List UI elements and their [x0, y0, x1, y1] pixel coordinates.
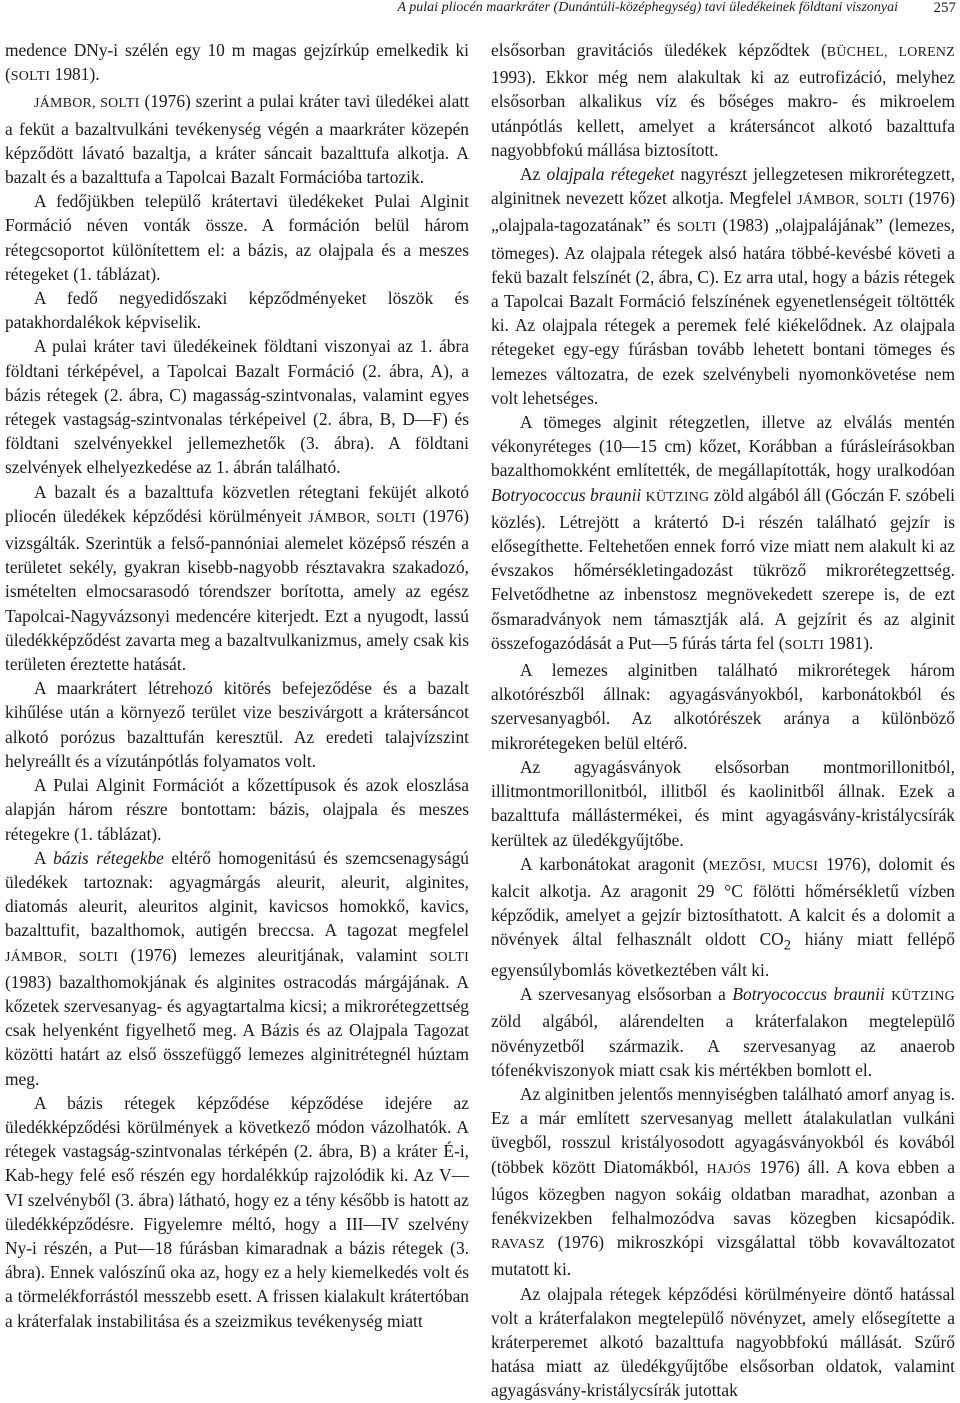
paragraph: [5, 1091, 469, 1333]
author-name: KÜTZING: [645, 489, 710, 505]
paragraph: [5, 286, 469, 334]
paragraph: [491, 1282, 955, 1403]
author-name: JÁMBOR, SOLTI: [5, 949, 119, 965]
paragraph: [5, 676, 469, 773]
paragraph: [5, 189, 469, 286]
text-run: A: [34, 847, 54, 868]
text-run: (1976) vizsgálták. Szerintük a felső-pannóniai alemelet középső részén a területet sekély, gyakran kisebb-nagyobb résztavakra szakadozó, ismételten elmocsarasodó tórendszer borította, amely az egész Tapolcai-Nagyvázsonyi medencére kiterjedt. Ezt a nyugodt, lassú üledékképződést zavarta meg a bazaltvulkanizmus, amely csak kis területen éreztette hatását.: [5, 505, 469, 675]
paragraph: [491, 410, 955, 658]
paragraph: [5, 480, 469, 677]
text-run: zöld algából áll (Góczán F. szóbeli közlés). Létrejött a krátertó D-i részén található gejzír is elősegíthette. Feltehetően ennek forró vize miatt nem alakult ki az évszakos hőmérsékletingadozást tükröző mikrorétegzettség. Felvetődhetne az inbenstosz megnövekedett szerepe is, de ezt ősmaradványok nem támasztják alá. A gejzírit és az alginit összefogazódását a Put—5 fúrás tárta fel (: [491, 484, 955, 653]
text-run: hiány miatt fellépő egyensúlybomlás következtében vált ki.: [491, 929, 955, 980]
italic-term: Botryococcus braunii: [491, 484, 642, 505]
text-run: 1981).: [50, 64, 100, 85]
text-run: (1983) „olajpalájának” (lemezes, tömeges). Az olajpala rétegek alsó határa többé-kevésbé követi a fekü bazalt felszínét (2, ábra, C). Ez arra utal, hogy a bázis rétegek a Tapolcai Bazalt Formáció felszínének egyenetlenségeit töltötték ki. Az olajpala rétegek a peremek felé kiékelődnek. Az olajpala rétegeket egy-egy fúrásban tovább lehetett bontani tömeges és lemezes változatra, de ezek szelvénybeli nyomonkövetése nem volt lehetséges.: [491, 215, 955, 408]
text-run: nagyrészt jellegzetesen mikrorétegzett, alginitnek nevezett kőzet alkotja. Megfelel: [491, 164, 955, 209]
author-name: HAJÓS: [706, 1161, 752, 1177]
text-run: (1976) „olajpala-tagozatának” és: [491, 188, 955, 236]
paragraph: [5, 89, 469, 189]
paragraph: [5, 334, 469, 479]
text-run: eltérő homogenitású és szemcsenagyságú üledékek tartoznak: agyagmárgás aleurit, aleurit, alginites, diatomás aleurit, aleuritos alginit, kavicsos homokkő, kavics, bazalttufit, bazalthomok, autigén breccsa. A tagozat megfelel: [5, 847, 469, 941]
text-run: A Pulai Alginit Formációt a kőzettípusok és azok eloszlása alapján három részre bontottam: bázis, olajpala és meszes rétegekre (1. táblázat).: [5, 775, 469, 844]
text-run: A lemezes alginitben található mikrorétegek három alkotórészből állnak: agyagásványokból, karbonátokból és szervesanyagból. Az alkotórészek aránya a különböző mikrorétegeken belül eltérő.: [491, 660, 955, 753]
author-name: SOLTI: [10, 69, 51, 85]
right-text-column: [491, 38, 955, 1403]
text-run: 1976) áll. A kova ebben a lúgos közegben nagyon sokáig oldatban maradhat, azonban a fenékvizekben felhalmozódva savas közegben kicsapódik.: [491, 1156, 955, 1229]
left-text-column: [5, 38, 469, 1333]
text-run: 1993). Ekkor még nem alakultak ki az eutrofizáció, melyhez elsősorban alkalikus víz és bőséges makro- és mikroelem utánpótlás kellett, amelyet a krátersáncot alkotó bazalttufa nagyobbfokú mállása biztosított.: [491, 67, 955, 160]
italic-term: Botryococcus braunii: [732, 984, 885, 1005]
text-run: A bázis rétegek képződése képződése idejére az üledékképződési körülmények a következő módon vázolhatók. A rétegek vastagság-szintvonalas térképén (2. ábra, B) a kráter É-i, Kab-hegy felé eső részén egy hordalékkúp rajzolódik ki. Az V—VI szelvényből (3. ábra) látható, hogy ez a tény később is hatott az üledékképződésre. Figyelemre méltó, hogy a III—IV szelvény Ny-i részén, a Put—18 fúrásban kimaradnak a bázis rétegek (3. ábra). Ennek valószínű oka az, hogy ez a hely kiemelkedés volt és a törmelékforrástól messzebb esett. A frissen kialakult krátertóban a kráterfalak instabilitása és a szeizmikus tevékenység miatt: [5, 1092, 469, 1331]
author-name: KÜTZING: [891, 989, 955, 1005]
running-title: A pulai pliocén maarkráter (Dunántúli-középhegység) tavi üledékeinek földtani viszonyai: [397, 0, 898, 15]
paragraph: [5, 846, 469, 1091]
running-header: [0, 0, 960, 30]
text-run: elsősorban gravitációs üledékek képződtek (: [491, 40, 827, 60]
text-run: 1976), dolomit és kalcit alkotja. Az aragonit 29 °C fölötti hőmérsékletű vízben képződik, amelyet a gejzír biztosíthatott. A kalcit és a dolomit a növények által felhasznált oldott CO: [491, 853, 955, 950]
author-name: SOLTI: [784, 637, 825, 653]
text-run: Az alginitben jelentős mennyiségben található amorf anyag is. Ez a már említett szervesanyag mellett átalakulatlan vulkáni üvegből, rosszul kristályosodott agyagásványokból és kovából (többek között Diatomákból,: [491, 1084, 955, 1177]
paragraph: [491, 162, 955, 410]
text-run: Az: [520, 164, 547, 185]
text-run: A bazalt és a bazalttufa közvetlen rétegtani feküjét alkotó pliocén üledékek képződési körülményeit: [5, 481, 469, 526]
paragraph: [491, 852, 955, 982]
text-run: Az olajpala rétegek képződési körülményeire döntő hatással volt a kráterfalakon megtelepülő növényzet, amely elősegítette a kráterperemet alkotó bazalttufa nagyobbfokú mállását. Szűrő hatása miatt az üledékgyűjtőbe elsősorban oldatok, valamint agyagásvány-kristálycsírák jutottak: [491, 1283, 955, 1401]
author-name: BÜCHEL, LORENZ: [826, 45, 956, 60]
author-name: JÁMBOR, SOLTI: [308, 510, 416, 526]
text-run: A szervesanyag elsősorban a: [520, 984, 733, 1005]
paragraph: [491, 38, 955, 162]
author-name: JÁMBOR, SOLTI: [797, 193, 904, 209]
text-run: medence DNy-i szélén egy 10 m magas gejzírkúp emelkedik ki (: [5, 40, 469, 85]
paragraph: [5, 773, 469, 846]
text-run: A pulai kráter tavi üledékeinek földtani viszonyai az 1. ábra földtani térképével, a Tapolcai Bazalt Formáció (2. ábra, A), a bázis rétegek (2. ábra, C) magasság-szintvonalas, valamint egyes rétegek vastagság-szintvonalas térképeivel (2. ábra, B, D—F) és földtani szelvényekkel jellemezhetők (3. ábra). A földtani szelvények elhelyezkedése az 1. ábrán található.: [5, 336, 469, 478]
text-run: A fedő negyedidőszaki képződményeket löszök és patakhordalékok képviselik.: [5, 288, 469, 333]
paragraph: [491, 1082, 955, 1282]
subscript: 2: [783, 937, 791, 954]
paragraph: [5, 38, 469, 89]
author-name: SOLTI: [429, 949, 469, 965]
text-run: (1976) lemezes aleuritjának, valamint: [118, 944, 430, 965]
text-run: (1983) bazalthomokjának és alginites ostracodás márgájának. A kőzetek szervesanyag- és agyagtartalma kicsi; a mikrorétegzettség csak helyenként figyelhető meg. A Bázis és az Olajpala Tagozat közötti határt az első összefüggő lemezes alginitrétegnél húztam meg.: [5, 971, 469, 1089]
text-run: 1981).: [824, 632, 874, 653]
text-run: zöld algából, alárendelten a kráterfalakon megtelepülő növényzetből származik. A szervesanyag az anaerob tófenékviszonyok miatt csak kis mértékben bomlott el.: [491, 1011, 955, 1080]
paragraph: [491, 755, 955, 852]
text-run: A maarkrátert létrehozó kitörés befejeződése és a bazalt kihűlése után a környező terület vize beszivárgott a krátersáncot alkotó porózus bazalttufán keresztül. Az eredeti talajvízszint helyreállt és a vízutánpótlás folyamatos volt.: [5, 678, 469, 771]
page-number: 257: [933, 0, 956, 16]
text-run: A fedőjükben települő krátertavi üledékeket Pulai Alginit Formáció néven vonták össze. A formáción belül három rétegcsoportot különítettem el: a bázis, az olajpala és a meszes rétegeket (1. táblázat).: [5, 191, 469, 284]
text-run: A tömeges alginit rétegzetlen, illetve az elválás mentén vékonyréteges (10—15 cm) kőzet, Korábban a fúrásleírásokban bazalthomokként említették, de megállapították, hogy uralkodóan: [491, 412, 955, 481]
italic-term: bázis rétegekbe: [53, 847, 164, 868]
text-run: Az agyagásványok elsősorban montmorillonitból, illitmontmorillonitból, illitből és kaolinitből állnak. Ezek a bazalttufa mállástermékei, és mint agyagásvány-kristálycsírák kerültek az üledékgyűjtőbe.: [491, 756, 955, 850]
text-run: (1976) mikroszkópi vizsgálattal több kovaváltozatot mutatott ki.: [491, 1232, 955, 1280]
text-run: (1976) szerint a pulai kráter tavi üledékei alatt a feküt a bazaltvulkáni tevékenység végén a maarkráter közepén képződött lávató bazaltja, a kráter sáncait bazalttufa alkotja. A bazalt és a bazalttufa a Tapolcai Bazalt Formációba tartozik.: [5, 91, 469, 188]
author-name: RAVASZ: [491, 1237, 545, 1253]
italic-term: olajpala rétegeket: [546, 164, 675, 185]
paragraph: [491, 658, 955, 755]
author-name: JÁMBOR, SOLTI: [34, 96, 140, 112]
paragraph: [491, 982, 955, 1082]
author-name: SOLTI: [676, 220, 717, 236]
author-name: MEZŐSI, MUCSI: [708, 858, 819, 874]
text-run: A karbonátokat aragonit (: [520, 853, 709, 874]
